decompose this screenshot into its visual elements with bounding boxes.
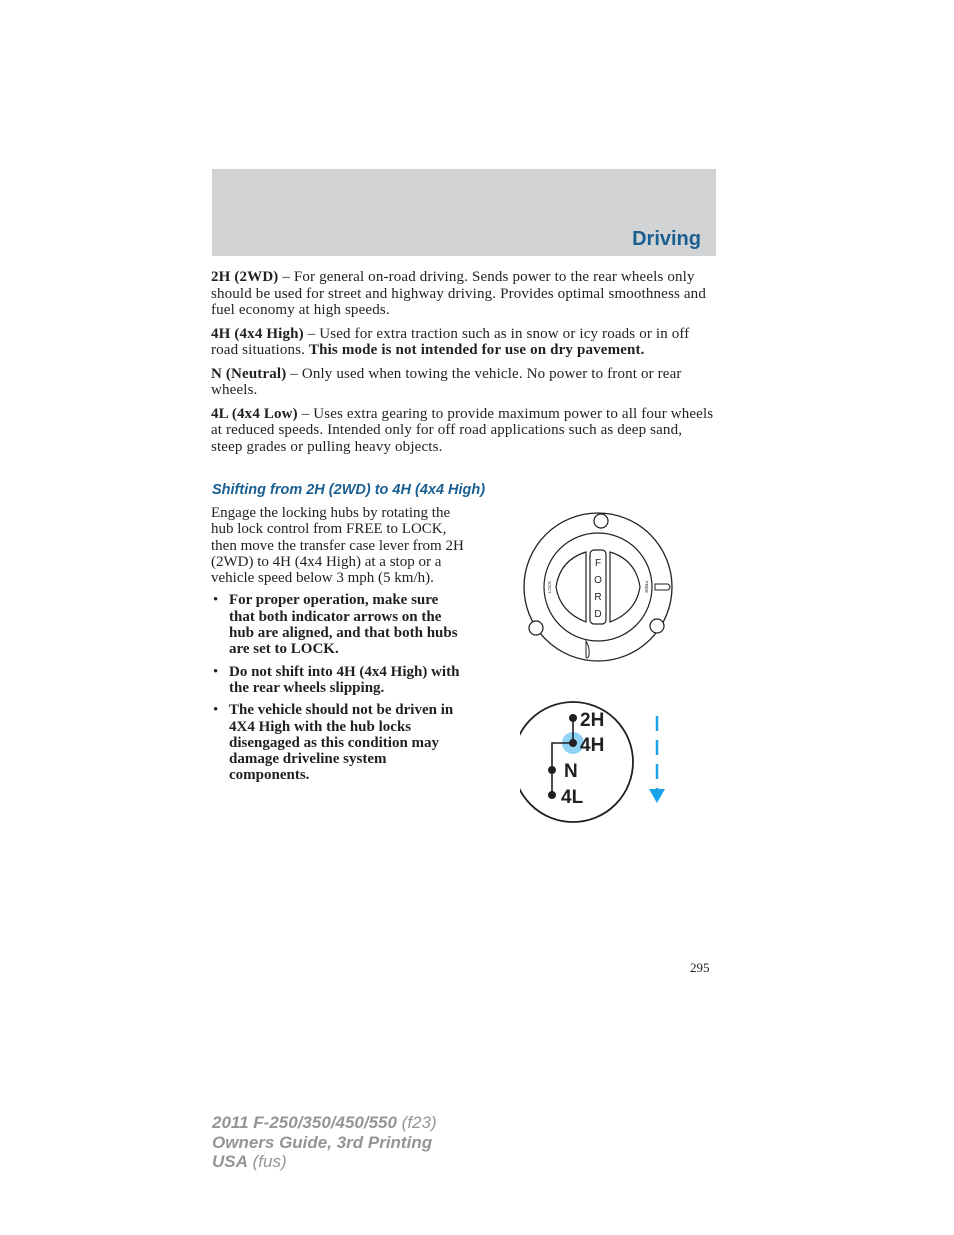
hub-free-label: FREE [644,580,649,594]
logo-letter: R [594,592,602,603]
knob-left-grip [556,552,586,622]
bolt-icon [650,619,664,633]
shift-gate-path [552,718,573,795]
gear-label-2h: 2H [580,710,605,731]
mode-n-paragraph [211,366,717,399]
mode-term: N (Neutral) [211,365,287,382]
shifting-instructions [211,505,466,790]
mode-warning: This mode is not intended for use on dry pavement. [308,342,645,358]
bolt-icon [529,621,543,635]
mode-4l-paragraph [211,406,717,456]
page-number: 295 [690,960,710,975]
section-title: Driving [632,228,701,250]
shifting-intro: Engage the locking hubs by rotating the hub lock control from FREE to LOCK, then move the transfer case lever from 2H (2WD) to 4H (4x4 High) at a stop or a vehicle speed below 3 mph (5 km/h). [211,505,464,587]
logo-letter: O [594,575,602,586]
mode-description: – Only used when towing the vehicle. No power to front or rear wheels. [211,365,682,398]
shifting-heading: Shifting from 2H (2WD) to 4H (4x4 High) [212,482,486,498]
document-footer [212,1113,437,1172]
list-item: • The vehicle should not be driven in 4X4 High with the hub locks disengaged as this condition may damage driveline system components. [213,702,454,784]
mode-2h-paragraph [211,269,717,319]
footer-line: 2011 F-250/350/450/550 (f23) [212,1113,437,1132]
mode-description: – Uses extra gearing to provide maximum power to all four wheels at reduced speeds. Intended only for off road applications such as deep sand, steep grades or pulling heavy objects. [211,405,714,455]
section-header-band [212,169,716,256]
down-arrow-icon [649,789,665,803]
logo-letter: F [594,558,602,569]
mode-descriptions [211,269,717,462]
mode-description: – Used for extra traction such as in snow or icy roads or in off road situations. [211,325,690,358]
gear-label-4l: 4L [561,787,584,808]
gear-position-dot [569,714,577,722]
bolt-icon [594,514,608,528]
gear-label-4h: 4H [580,735,605,756]
indicator-arrow-icon [655,584,670,590]
mode-term: 4L (4x4 Low) [211,405,298,422]
logo-letter: D [594,609,602,620]
transfer-case-shift-pattern [520,698,670,828]
list-item: • For proper operation, make sure that both indicator arrows on the hub are aligned, and that both hubs are set to LOCK. [213,592,458,658]
footer-line: Owners Guide, 3rd Printing [212,1132,433,1152]
mode-4h-paragraph [211,326,717,359]
list-item: • Do not shift into 4H (4x4 High) with the rear wheels slipping. [213,663,460,696]
gear-position-dot [548,766,556,774]
bullet-glyph: • [213,702,219,719]
indicator-arrow-icon [586,641,589,658]
mode-term: 4H (4x4 High) [211,325,304,342]
mode-description: – For general on-road driving. Sends power to the rear wheels only should be used for street and highway driving. Provides optimal smoothness and fuel economy at high speeds. [211,269,706,318]
caution-list [211,592,466,783]
bullet-glyph: • [213,663,219,680]
footer-line: USA (fus) [212,1152,287,1171]
bullet-glyph: • [213,592,219,609]
knob-right-grip [610,552,640,622]
hub-lock-label: LOCK [547,580,552,594]
locking-hub-illustration [520,510,680,665]
mode-term: 2H (2WD) [211,269,279,285]
gear-position-dot [548,791,556,799]
gear-position-dot [569,739,577,747]
gear-label-n: N [564,761,578,782]
